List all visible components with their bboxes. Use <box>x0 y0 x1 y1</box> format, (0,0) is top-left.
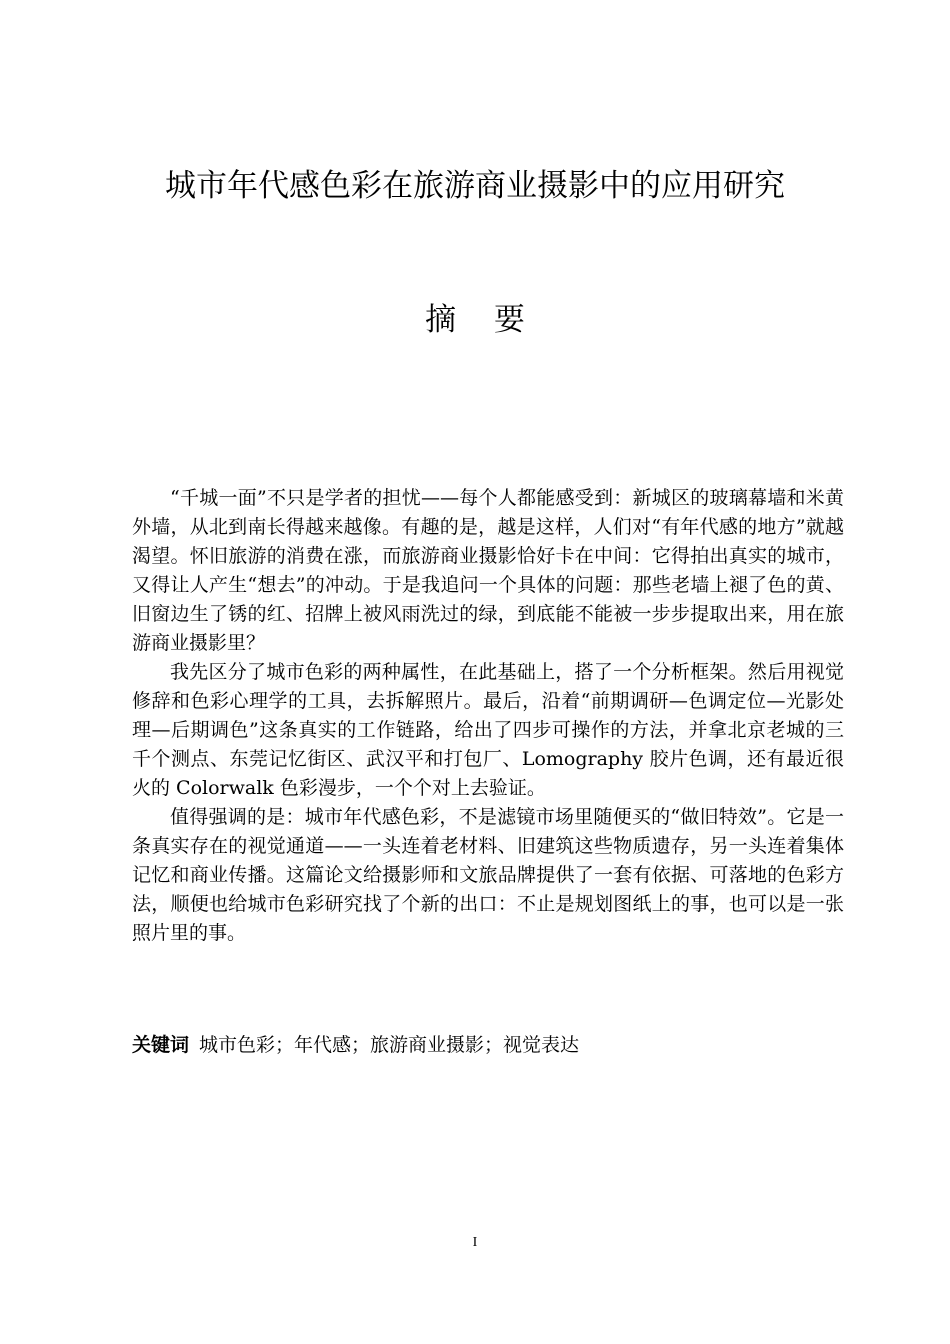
page-number: I <box>472 1235 478 1250</box>
keywords-label: 关键词 <box>132 1034 190 1056</box>
keywords-line <box>132 1031 844 1060</box>
abstract-paragraph: 值得强调的是：城市年代感色彩，不是滤镜市场里随便买的“做旧特效”。它是一条真实存在的视觉通道——一头连着老材料、旧建筑这些物质遗存，另一头连着集体记忆和商业传播。这篇论文给摄影师和文旅品牌提供了一套有依据、可落地的色彩方法，顺便也给城市色彩研究找了个新的出口：不止是规划图纸上的事，也可以是一张照片里的事。 <box>132 806 844 944</box>
abstract-heading: 摘 要 <box>425 302 539 338</box>
abstract-body <box>132 484 844 948</box>
keywords-text: 城市色彩；年代感；旅游商业摄影；视觉表达 <box>199 1034 580 1056</box>
paper-title: 城市年代感色彩在旅游商业摄影中的应用研究 <box>165 168 785 204</box>
abstract-paragraph: 我先区分了城市色彩的两种属性，在此基础上，搭了一个分析框架。然后用视觉修辞和色彩心理学的工具，去拆解照片。最后，沿着“前期调研—色调定位—光影处理—后期调色”这条真实的工作链路，给出了四步可操作的方法，并拿北京老城的三千个测点、东莞记忆街区、武汉平和打包厂、Lomography 胶片色调，还有最近很火的 Colorwalk 色彩漫步，一个个对上去验证。 <box>132 661 844 799</box>
abstract-paragraph: “千城一面”不只是学者的担忧——每个人都能感受到：新城区的玻璃幕墙和米黄外墙，从北到南长得越来越像。有趣的是，越是这样，人们对“有年代感的地方”就越渴望。怀旧旅游的消费在涨，而旅游商业摄影恰好卡在中间：它得拍出真实的城市，又得让人产生“想去”的冲动。于是我追问一个具体的问题：那些老墙上褪了色的黄、旧窗边生了锈的红、招牌上被风雨洗过的绿，到底能不能被一步步提取出来，用在旅游商业摄影里？ <box>132 487 844 654</box>
